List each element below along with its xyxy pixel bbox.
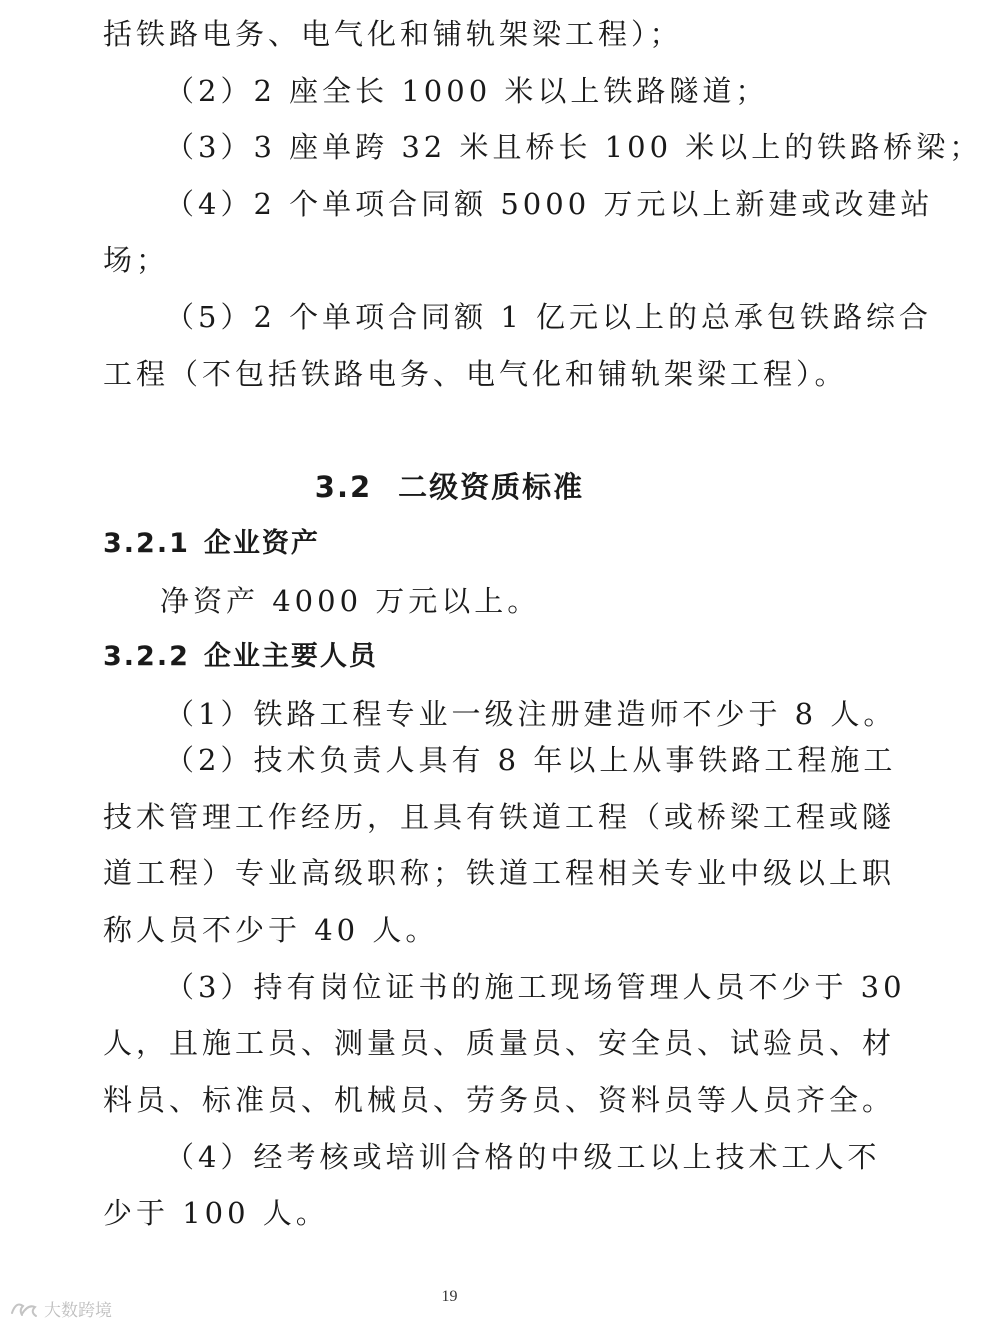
subsection-number: 3.2.1 bbox=[103, 528, 190, 559]
list-item: （2）技术负责人具有 8 年以上从事铁路工程施工 bbox=[165, 743, 897, 777]
list-item: （4）经考核或培训合格的中级工以上技术工人不 bbox=[165, 1140, 881, 1174]
body-line: 净资产 4000 万元以上。 bbox=[160, 584, 541, 618]
subsection-title: 企业主要人员 bbox=[203, 641, 378, 672]
list-item-continuation: 料员、标准员、机械员、劳务员、资料员等人员齐全。 bbox=[103, 1083, 896, 1117]
list-item-continuation: 人，且施工员、测量员、质量员、安全员、试验员、材 bbox=[103, 1026, 896, 1060]
list-item-continuation: 道工程）专业高级职称；铁道工程相关专业中级以上职 bbox=[103, 856, 896, 890]
section-heading bbox=[0, 467, 899, 507]
subsection-heading bbox=[103, 637, 378, 677]
section-number: 3.2 bbox=[314, 470, 373, 504]
body-line: 括铁路电务、电气化和铺轨架梁工程）； bbox=[103, 17, 683, 51]
list-item: （3）持有岗位证书的施工现场管理人员不少于 30 bbox=[165, 970, 906, 1004]
subsection-title: 企业资产 bbox=[203, 528, 320, 559]
watermark-text: 大数跨境 bbox=[44, 1301, 112, 1321]
subsection-heading bbox=[103, 524, 320, 564]
list-item-continuation: 称人员不少于 40 人。 bbox=[103, 913, 439, 947]
list-item-continuation: 场； bbox=[103, 243, 170, 277]
list-item-continuation: 少于 100 人。 bbox=[103, 1196, 329, 1230]
list-item-continuation: 技术管理工作经历，且具有铁道工程（或桥梁工程或隧 bbox=[103, 800, 896, 834]
section-title: 二级资质标准 bbox=[398, 470, 585, 504]
list-item: （2）2 座全长 1000 米以上铁路隧道； bbox=[165, 74, 769, 108]
watermark bbox=[8, 1296, 112, 1321]
list-item: （4）2 个单项合同额 5000 万元以上新建或改建站 bbox=[165, 187, 934, 221]
list-item: （1）铁路工程专业一级注册建造师不少于 8 人。 bbox=[165, 697, 897, 731]
list-item: （5）2 个单项合同额 1 亿元以上的总承包铁路综合 bbox=[165, 300, 933, 334]
brand-logo-icon bbox=[8, 1298, 40, 1320]
page-number: 19 bbox=[441, 1288, 458, 1305]
list-item: （3）3 座单跨 32 米且桥长 100 米以上的铁路桥梁； bbox=[165, 130, 982, 164]
subsection-number: 3.2.2 bbox=[103, 641, 190, 672]
list-item-continuation: 工程（不包括铁路电务、电气化和铺轨架梁工程）。 bbox=[103, 357, 848, 391]
